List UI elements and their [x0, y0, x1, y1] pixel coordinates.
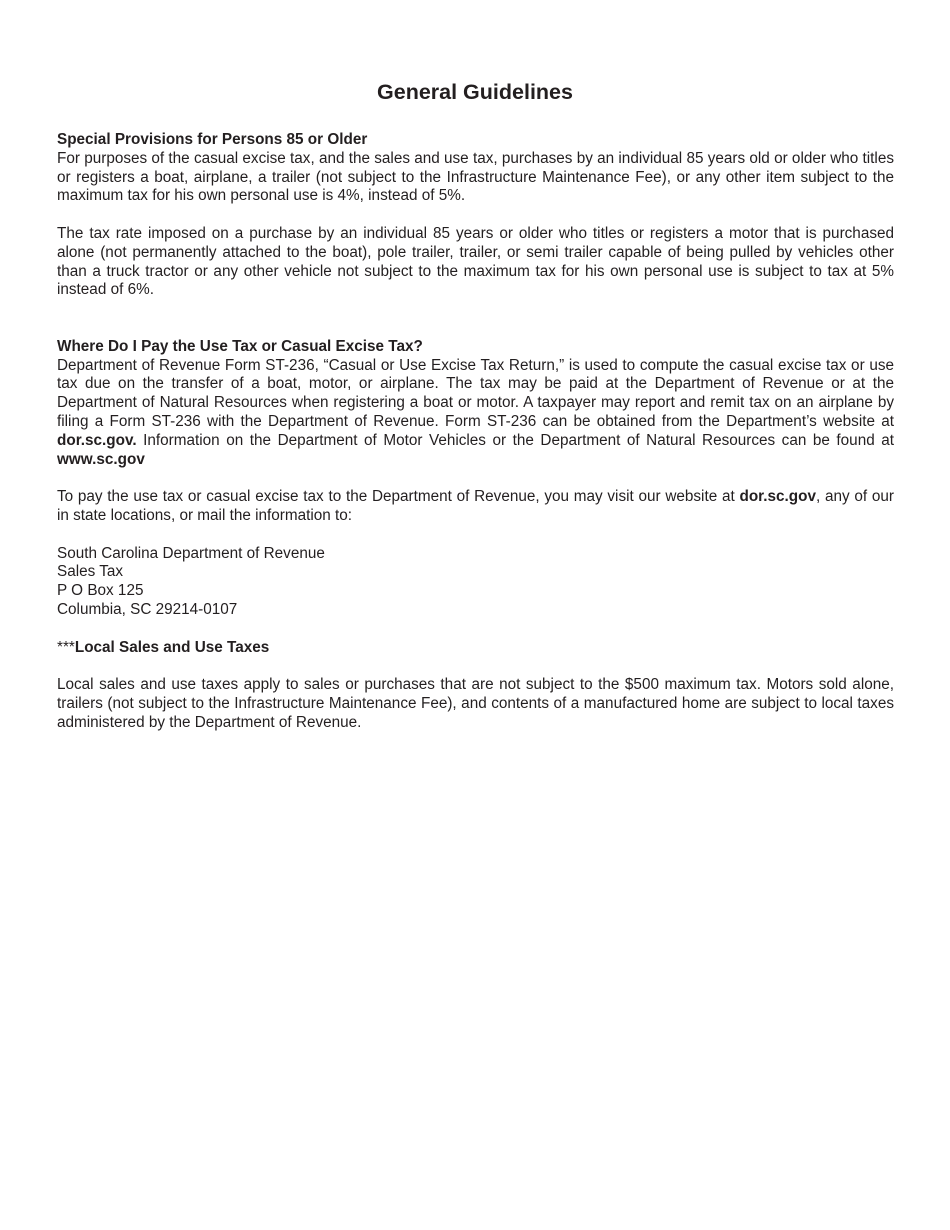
address-line: Columbia, SC 29214-0107	[57, 600, 238, 618]
paragraph-form-st236	[57, 357, 894, 470]
page-title: General Guidelines	[377, 80, 573, 104]
sc-gov-link[interactable]: www.sc.gov	[57, 450, 145, 468]
paragraph-how-to-pay-text2: , any of our in state locations, or mail the information to:	[57, 488, 894, 524]
local-taxes-heading-text: Local Sales and Use Taxes	[74, 638, 270, 656]
section-heading-85-or-older: Special Provisions for Persons 85 or Older	[57, 131, 368, 148]
paragraph-85-rate-5pct: The tax rate imposed on a purchase by an individual 85 years or older who titles or registers a motor that is purchased alone (not permanently attached to the boat), pole trailer, trailer, or semi trailer capable of being pulled by vehicles other than a truck tractor or any other vehicle not subject to the maximum tax for his own personal use is subject to tax at 5% instead of 6%.	[57, 224, 894, 299]
asterisk-prefix: ***	[57, 638, 75, 656]
paragraph-how-to-pay-text: To pay the use tax or casual excise tax to the Department of Revenue, you may visit our website at	[57, 488, 735, 506]
document-body	[57, 131, 894, 733]
paragraph-85-rate-4pct: For purposes of the casual excise tax, and the sales and use tax, purchases by an individual 85 years old or older who titles or registers a boat, airplane, a trailer (not subject to the Infrastructure Maintenance Fee), or any other item subject to the maximum tax for his own personal use is 4%, instead of 5%.	[57, 149, 894, 205]
paragraph-form-st236-text: Department of Revenue Form ST-236, “Casual or Use Excise Tax Return,” is used to compute the casual excise tax or use tax due on the transfer of a boat, motor, or airplane. The tax may be paid at the Department of Revenue or at the Department of Natural Resources when registering a boat or motor. A taxpayer may report and remit tax on an airplane by filing a Form ST-236 with the Department of Revenue. Form ST-236 can be obtained from the Department’s website at	[57, 356, 894, 430]
dor-website-link[interactable]: dor.sc.gov.	[57, 431, 137, 449]
address-line: Sales Tax	[57, 563, 124, 581]
address-line: P O Box 125	[57, 582, 144, 600]
paragraph-local-taxes: Local sales and use taxes apply to sales or purchases that are not subject to the $500 maximum tax. Motors sold alone, trailers (not subject to the Infrastructure Maintenance Fee), and contents of a manufactured home are subject to local taxes administered by the Department of Revenue.	[57, 676, 894, 731]
section-heading-where-to-pay: Where Do I Pay the Use Tax or Casual Excise Tax?	[57, 337, 423, 355]
section-heading-local-taxes	[57, 639, 894, 658]
address-line: South Carolina Department of Revenue	[57, 544, 325, 562]
dor-website-link-2[interactable]: dor.sc.gov	[739, 488, 816, 506]
paragraph-how-to-pay	[57, 488, 894, 526]
paragraph-form-st236-text2: Information on the Department of Motor Vehicles or the Department of Natural Resources can be found at	[143, 431, 895, 449]
mailing-address	[57, 545, 894, 620]
